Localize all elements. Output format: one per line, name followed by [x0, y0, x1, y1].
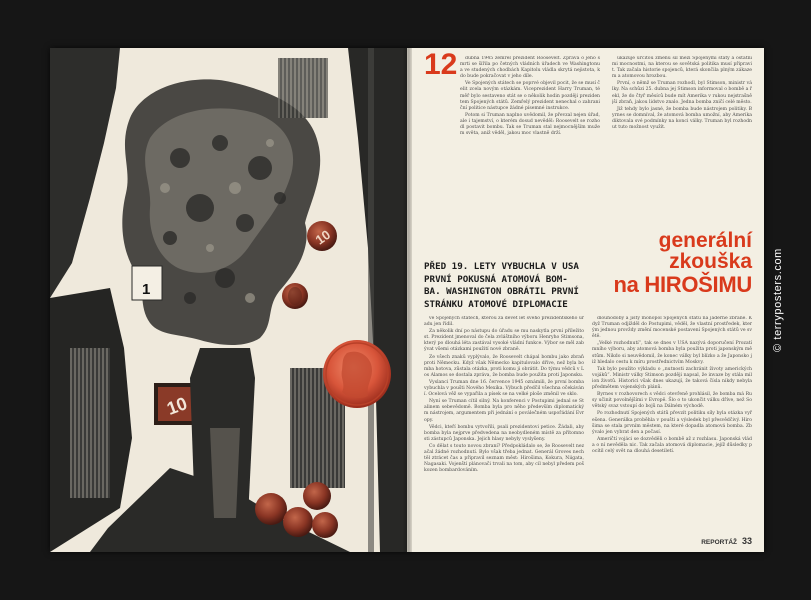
collage-digit-label: 1	[142, 281, 151, 298]
paragraph: Ve Spojených státech se poprvé objevil pocit, že se musí čelit zcela novým otázkám. Viceprezident Harry Truman, téměř bylo sestaveno stát se o několik hodin později prezidentem Spojených států. Zemřelý prezident nenechal o zahraniční politice nástupce žádné písemné instrukce.	[460, 81, 600, 111]
paragraph: Byrnes v rozhovorech s vědci otevřeně prohlásil, že bomba má Rusy učinit povolnějšími v Evropě. Šlo o to ukončit válku dříve, než Sovětský svaz vstoupí do bojů na Dálném východě.	[592, 392, 752, 410]
column-left-bottom	[424, 316, 584, 538]
paragraph: Američtí vojáci se dozvěděli o bombě až z rozhlasu. Japonská vláda o ní nevěděla nic. Tak začala atomová diplomacie, jejíž důsledky pocítil celý svět na dlouhá desetiletí.	[592, 436, 752, 454]
column-left-top	[460, 56, 600, 204]
headline-line-1: generální	[658, 229, 752, 252]
paragraph: ve Spojených státech, kterou za devět let svého prezidentského úřadu jen řídil.	[424, 316, 584, 328]
paragraph: Co dělat s touto novou zbraní? Předpokládalo se, že Roosevelt nezačal žádné rozhodnutí. Bylo však třeba jednat. Generál Groves nechtěl ztrácet čas a připravil seznam měst: Hirošima, Kokura, Niigata, Nagasaki. Vojenští plánovači trvali na tom, aby cíl nebyl předem poškozen bombardováním.	[424, 443, 584, 474]
coin-lower-2	[283, 507, 313, 537]
queen-coin	[323, 340, 391, 408]
paragraph: Tak bylo použito výkladu o „nutnosti zachránit životy amerických vojáků“. Ministr války Stimson později napsal, že invaze by stála milion životů. Historici však dnes ukazují, že taková čísla nikdy nebyla předmětem vojenských plánů.	[592, 366, 752, 391]
paragraph: Vyslanci Truman dne 16. července 1945 oznámili, že první bomba vybuchla v poušti Nového Mexika. Výbuch předčil všechna očekávání. Ocelová věž se vypařila a písek se na velké ploše změnil ve sklo.	[424, 379, 584, 398]
column-right-top	[612, 56, 752, 216]
magazine-name: REPORTÁŽ	[701, 539, 737, 546]
striped-strip-left	[70, 348, 110, 498]
chapter-number: 12	[424, 48, 458, 81]
svg-text:10: 10	[312, 226, 334, 248]
paragraph: První, o němž se Truman rozhodl, byl Stimson, ministr války. Na schůzi 25. dubna jej Stimson informoval o bombě a řekl, že do čtyř měsíců bude mít Amerika v rukou nejstrašnější zbraň, jakou lidstvo znalo. Jedna bomba zničí celé město.	[612, 81, 752, 105]
paragraph: Za několik dní po nástupu do úřadu se mu naskytla první příležitost. Prezident jmenoval do čela zvláštního výboru Henryho Stimsona, který po dlouhá léta zastával vysoké vládní funkce. Výbor se měl zabývat všemi otázkami použití nové zbraně.	[424, 329, 584, 353]
paragraph: dlouhodobý a jistý monopol Spojených států na jaderné zbraně. Když Truman odjížděl do Postupimi, věděl, že vlastní prostředek, kterým jednou provždy změní mocenské postavení Spojených států ve světě.	[592, 316, 752, 340]
magazine-spread	[50, 48, 764, 552]
article-lede: PŘED 19. LETY VYBUCHLA V USA PRVNÍ POKUSNÁ ATOMOVÁ BOM- BA. WASHINGTON OBRÁTIL PRVNÍ STRÁNKU ATOMOVÉ DIPLOMACIE	[424, 261, 579, 310]
coin-lower-3	[303, 482, 331, 510]
paragraph: Již tehdy bylo jasné, že bomba bude nástrojem politiky. Byrnes se domníval, že atomová bomba umožní, aby Amerika diktovala své podmínky na konci války. Truman byl rozhodnut tuto možnost využít.	[612, 106, 752, 131]
headline-line-3: na HIROŠIMU	[613, 272, 752, 297]
coin-lower-4	[312, 512, 338, 538]
collage-artwork	[50, 48, 407, 552]
coin-lower-1	[255, 493, 287, 525]
small-coin-10	[307, 221, 337, 251]
paragraph: Vědci, kteří bombu vytvořili, psali prezidentovi petice. Žádali, aby bomba byla nejprve předvedena na neobydleném místě za přítomnosti zástupců Japonska. Jejich hlasy nebyly vyslyšeny.	[424, 424, 584, 442]
page-footer	[701, 536, 752, 546]
paragraph: Ze všech znaků vyplývalo, že Roosevelt chápal bombu jako zbraň proti Německu. Když však Německo kapitulovalo dříve, než byla bomba hotova, zůstala otázka, proti komu ji obrátit. Do týmu vědců v Los Alamos se dostala zpráva, že bomba bude použita proti Japonsku.	[424, 354, 584, 378]
paragraph: ukazuje určitou změnu sil mezi Spojenými státy a ostatními mocnostmi, na kterou se sovětská politika musí připravit. Tak začala historie spojenců, která skončila plným zákazem a atomovou hrozbou.	[612, 56, 752, 80]
svg-text:10: 10	[164, 393, 190, 419]
paragraph: „Velké rozhodnutí“, tak se dnes v USA nazývá doporučení Prozatímního výboru, aby atomová bomba byla použita proti japonským městům. Nikdo si neuvědomil, že konec války byl blízko a že Japonsko již hledalo cestu k míru prostřednictvím Moskvy.	[592, 341, 752, 365]
paragraph: Nyní se Truman cítil silný. Na konferenci v Postupimi jednal se Stalinem sebevědomě. Bomba byla pro něho především diplomatickým nástrojem, argumentem při jednání o poválečném uspořádání Evropy.	[424, 399, 584, 423]
page-number: 33	[741, 536, 752, 546]
dark-corner-shape	[50, 48, 120, 298]
column-right-bottom	[592, 316, 752, 528]
right-page-article	[412, 48, 764, 552]
paragraph: Potom si Truman naplno uvědomil, že převzal nejen úřad, ale i tajemství, o kterém dosud nevěděl: Roosevelt se rozhodl postavit bombu. Tak se Truman stal nejmocnějším mužem světa, aniž věděl, jakou moc vlastně drží.	[460, 112, 600, 137]
article-headline	[614, 230, 753, 297]
dark-right-band	[348, 48, 407, 552]
paragraph: dubna 1945 zemřel prezident Roosevelt. Zpráva o jeho smrti se šířila po četných vládních úřadech ve Washingtonu a ve studených chodbách Kapitolu vládla skrytá nejistota, kdo bude pokračovat v jeho díle.	[460, 56, 600, 80]
left-page-collage	[50, 48, 407, 552]
headline-line-2: zkouška	[669, 250, 752, 273]
watermark-text: © terryposters.com	[772, 248, 784, 352]
paragraph: Po rozhodnutí Spojených států převzít politiku síly byla otázka vyřešena. Generálka proběhla v poušti a výsledek byl přesvědčivý. Hirošima se stala prvním městem, na které dopadla atomová bomba. Zbývalo jen vybrat den a počasí.	[592, 411, 752, 435]
